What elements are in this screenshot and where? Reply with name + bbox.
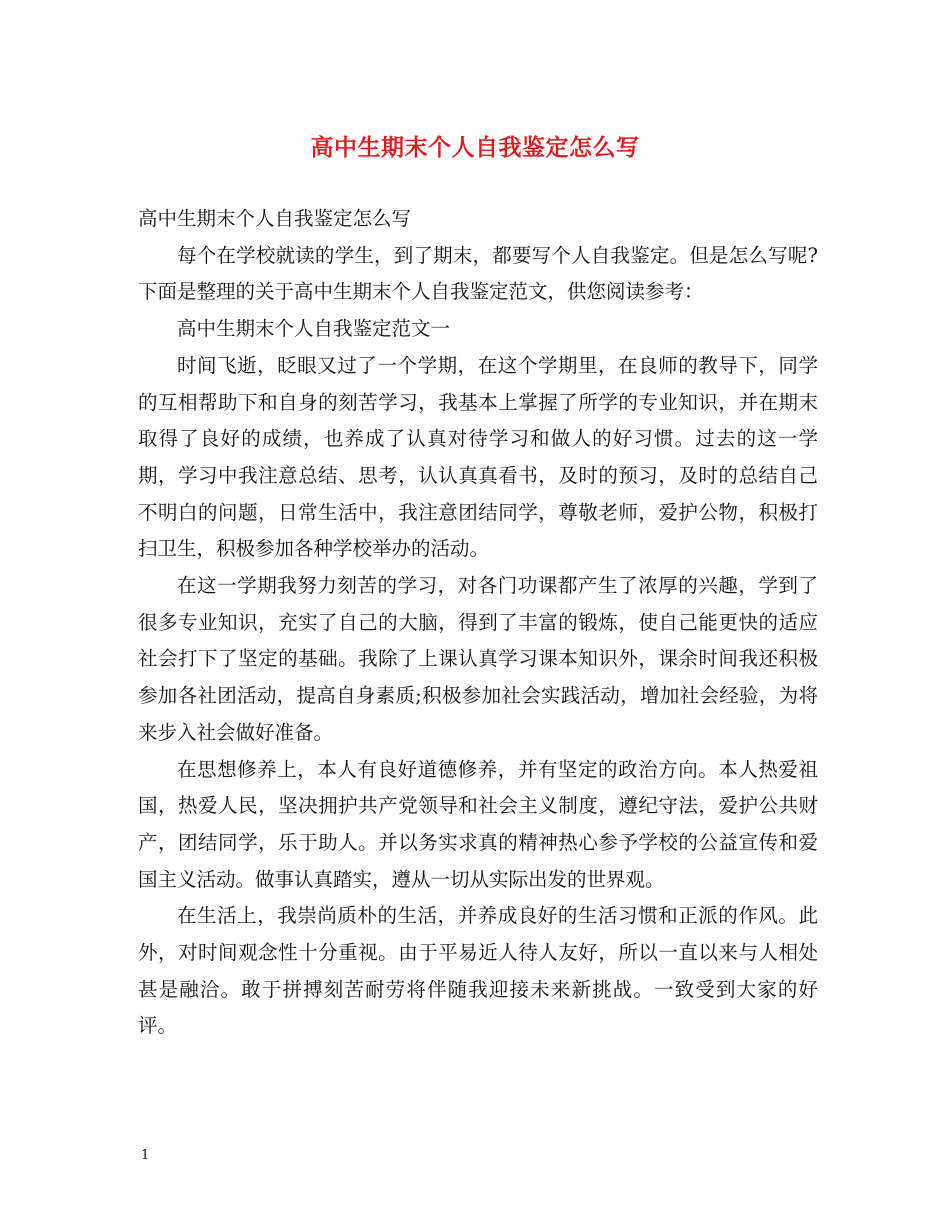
document-title: 高中生期末个人自我鉴定怎么写 [310, 134, 640, 161]
document-body [138, 201, 818, 1045]
paragraph-ideology: 在思想修养上，本人有良好道德修养，并有坚定的政治方向。本人热爱祖国，热爱人民，坚决拥护共产党领导和社会主义制度，遵纪守法，爱护公共财产，团结同学，乐于助人。并以务实求真的精神热心参予学校的公益宣传和爱国主义活动。做事认真踏实，遵从一切从实际出发的世界观。 [138, 757, 818, 891]
paragraph-life: 在生活上，我崇尚质朴的生活，并养成良好的生活习惯和正派的作风。此外，对时间观念性十分重视。由于平易近人待人友好，所以一直以来与人相处甚是融洽。敢于拼搏刻苦耐劳将伴随我迎接未来新挑战。一致受到大家的好评。 [138, 904, 818, 1038]
paragraph-effort: 在这一学期我努力刻苦的学习，对各门功课都产生了浓厚的兴趣，学到了很多专业知识，充实了自己的大脑，得到了丰富的锻炼，使自己能更快的适应社会打下了坚定的基础。我除了上课认真学习课本知识外，课余时间我还积极参加各社团活动，提高自身素质;积极参加社会实践活动，增加社会经验，为将来步入社会做好准备。 [138, 574, 818, 744]
paragraph-subtitle: 高中生期末个人自我鉴定怎么写 [138, 207, 412, 230]
paragraph-intro: 每个在学校就读的学生，到了期末，都要写个人自我鉴定。但是怎么写呢?下面是整理的关于高中生期末个人自我鉴定范文，供您阅读参考： [138, 243, 818, 304]
paragraph-section-heading: 高中生期末个人自我鉴定范文一 [177, 317, 451, 341]
page-number: 1 [141, 1148, 150, 1163]
paragraph-study: 时间飞逝，眨眼又过了一个学期，在这个学期里，在良师的教导下，同学的互相帮助下和自身的刻苦学习，我基本上掌握了所学的专业知识，并在期末取得了良好的成绩，也养成了认真对待学习和做人的好习惯。过去的这一学期，学习中我注意总结、思考，认认真真看书，及时的预习，及时的总结自己不明白的问题，日常生活中，我注意团结同学，尊敬老师，爱护公物，积极打扫卫生，积极参加各种学校举办的活动。 [138, 353, 818, 561]
